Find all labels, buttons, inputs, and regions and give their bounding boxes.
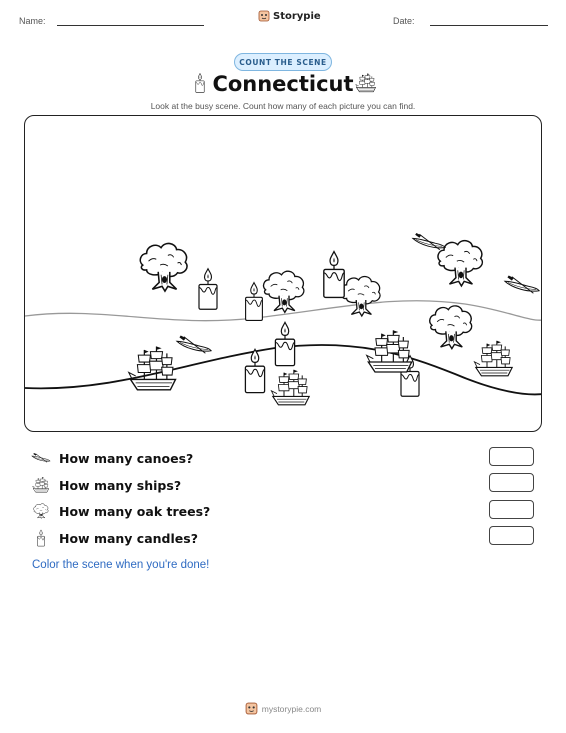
answer-box-candles[interactable] — [489, 526, 534, 545]
candle — [324, 252, 344, 298]
color-note: Color the scene when you're done! — [32, 559, 210, 571]
ship-icon — [31, 476, 51, 494]
question-oak-trees — [31, 502, 210, 520]
candle — [275, 322, 294, 365]
date-label: Date: — [393, 16, 415, 26]
page-title: Connecticut — [212, 72, 354, 96]
count-the-scene-badge: COUNT THE SCENE — [234, 53, 332, 71]
brand — [258, 10, 321, 22]
canoe-icon — [31, 449, 51, 467]
storypie-logo-icon — [258, 10, 270, 22]
ship — [271, 370, 309, 405]
ship — [474, 341, 512, 376]
canoe — [177, 336, 211, 354]
oak-tree — [264, 271, 304, 312]
candle — [245, 349, 264, 392]
candle-icon — [31, 529, 51, 547]
storypie-logo-icon — [245, 702, 258, 715]
footer-url[interactable]: mystorypie.com — [261, 703, 322, 714]
name-label: Name: — [19, 16, 46, 26]
date-line[interactable] — [430, 25, 548, 26]
brand-name: Storypie — [273, 10, 321, 22]
canoe — [505, 276, 539, 294]
ship — [367, 330, 412, 372]
question-canoes — [31, 449, 193, 467]
name-line[interactable] — [57, 25, 204, 26]
candle — [199, 269, 217, 310]
answer-box-oak-trees[interactable] — [489, 500, 534, 519]
answer-box-ships[interactable] — [489, 473, 534, 492]
footer — [0, 702, 566, 715]
canoe — [413, 233, 445, 250]
question-ships — [31, 476, 181, 494]
candle — [246, 283, 263, 321]
ship-icon — [355, 72, 377, 94]
question-text: How many candles? — [59, 530, 198, 546]
scene-illustration — [25, 116, 542, 432]
oak-tree — [430, 306, 472, 349]
question-text: How many canoes? — [59, 450, 194, 466]
instructions: Look at the busy scene. Count how many of each picture you can find. — [150, 101, 416, 111]
question-text: How many oak trees? — [59, 503, 211, 519]
oak-tree — [140, 243, 187, 291]
question-candles — [31, 529, 198, 547]
oak-tree — [341, 277, 380, 316]
answer-box-canoes[interactable] — [489, 447, 534, 466]
oak-tree-icon — [31, 502, 51, 520]
question-text: How many ships? — [59, 477, 182, 493]
ship — [129, 346, 176, 389]
count-scene — [24, 115, 542, 432]
